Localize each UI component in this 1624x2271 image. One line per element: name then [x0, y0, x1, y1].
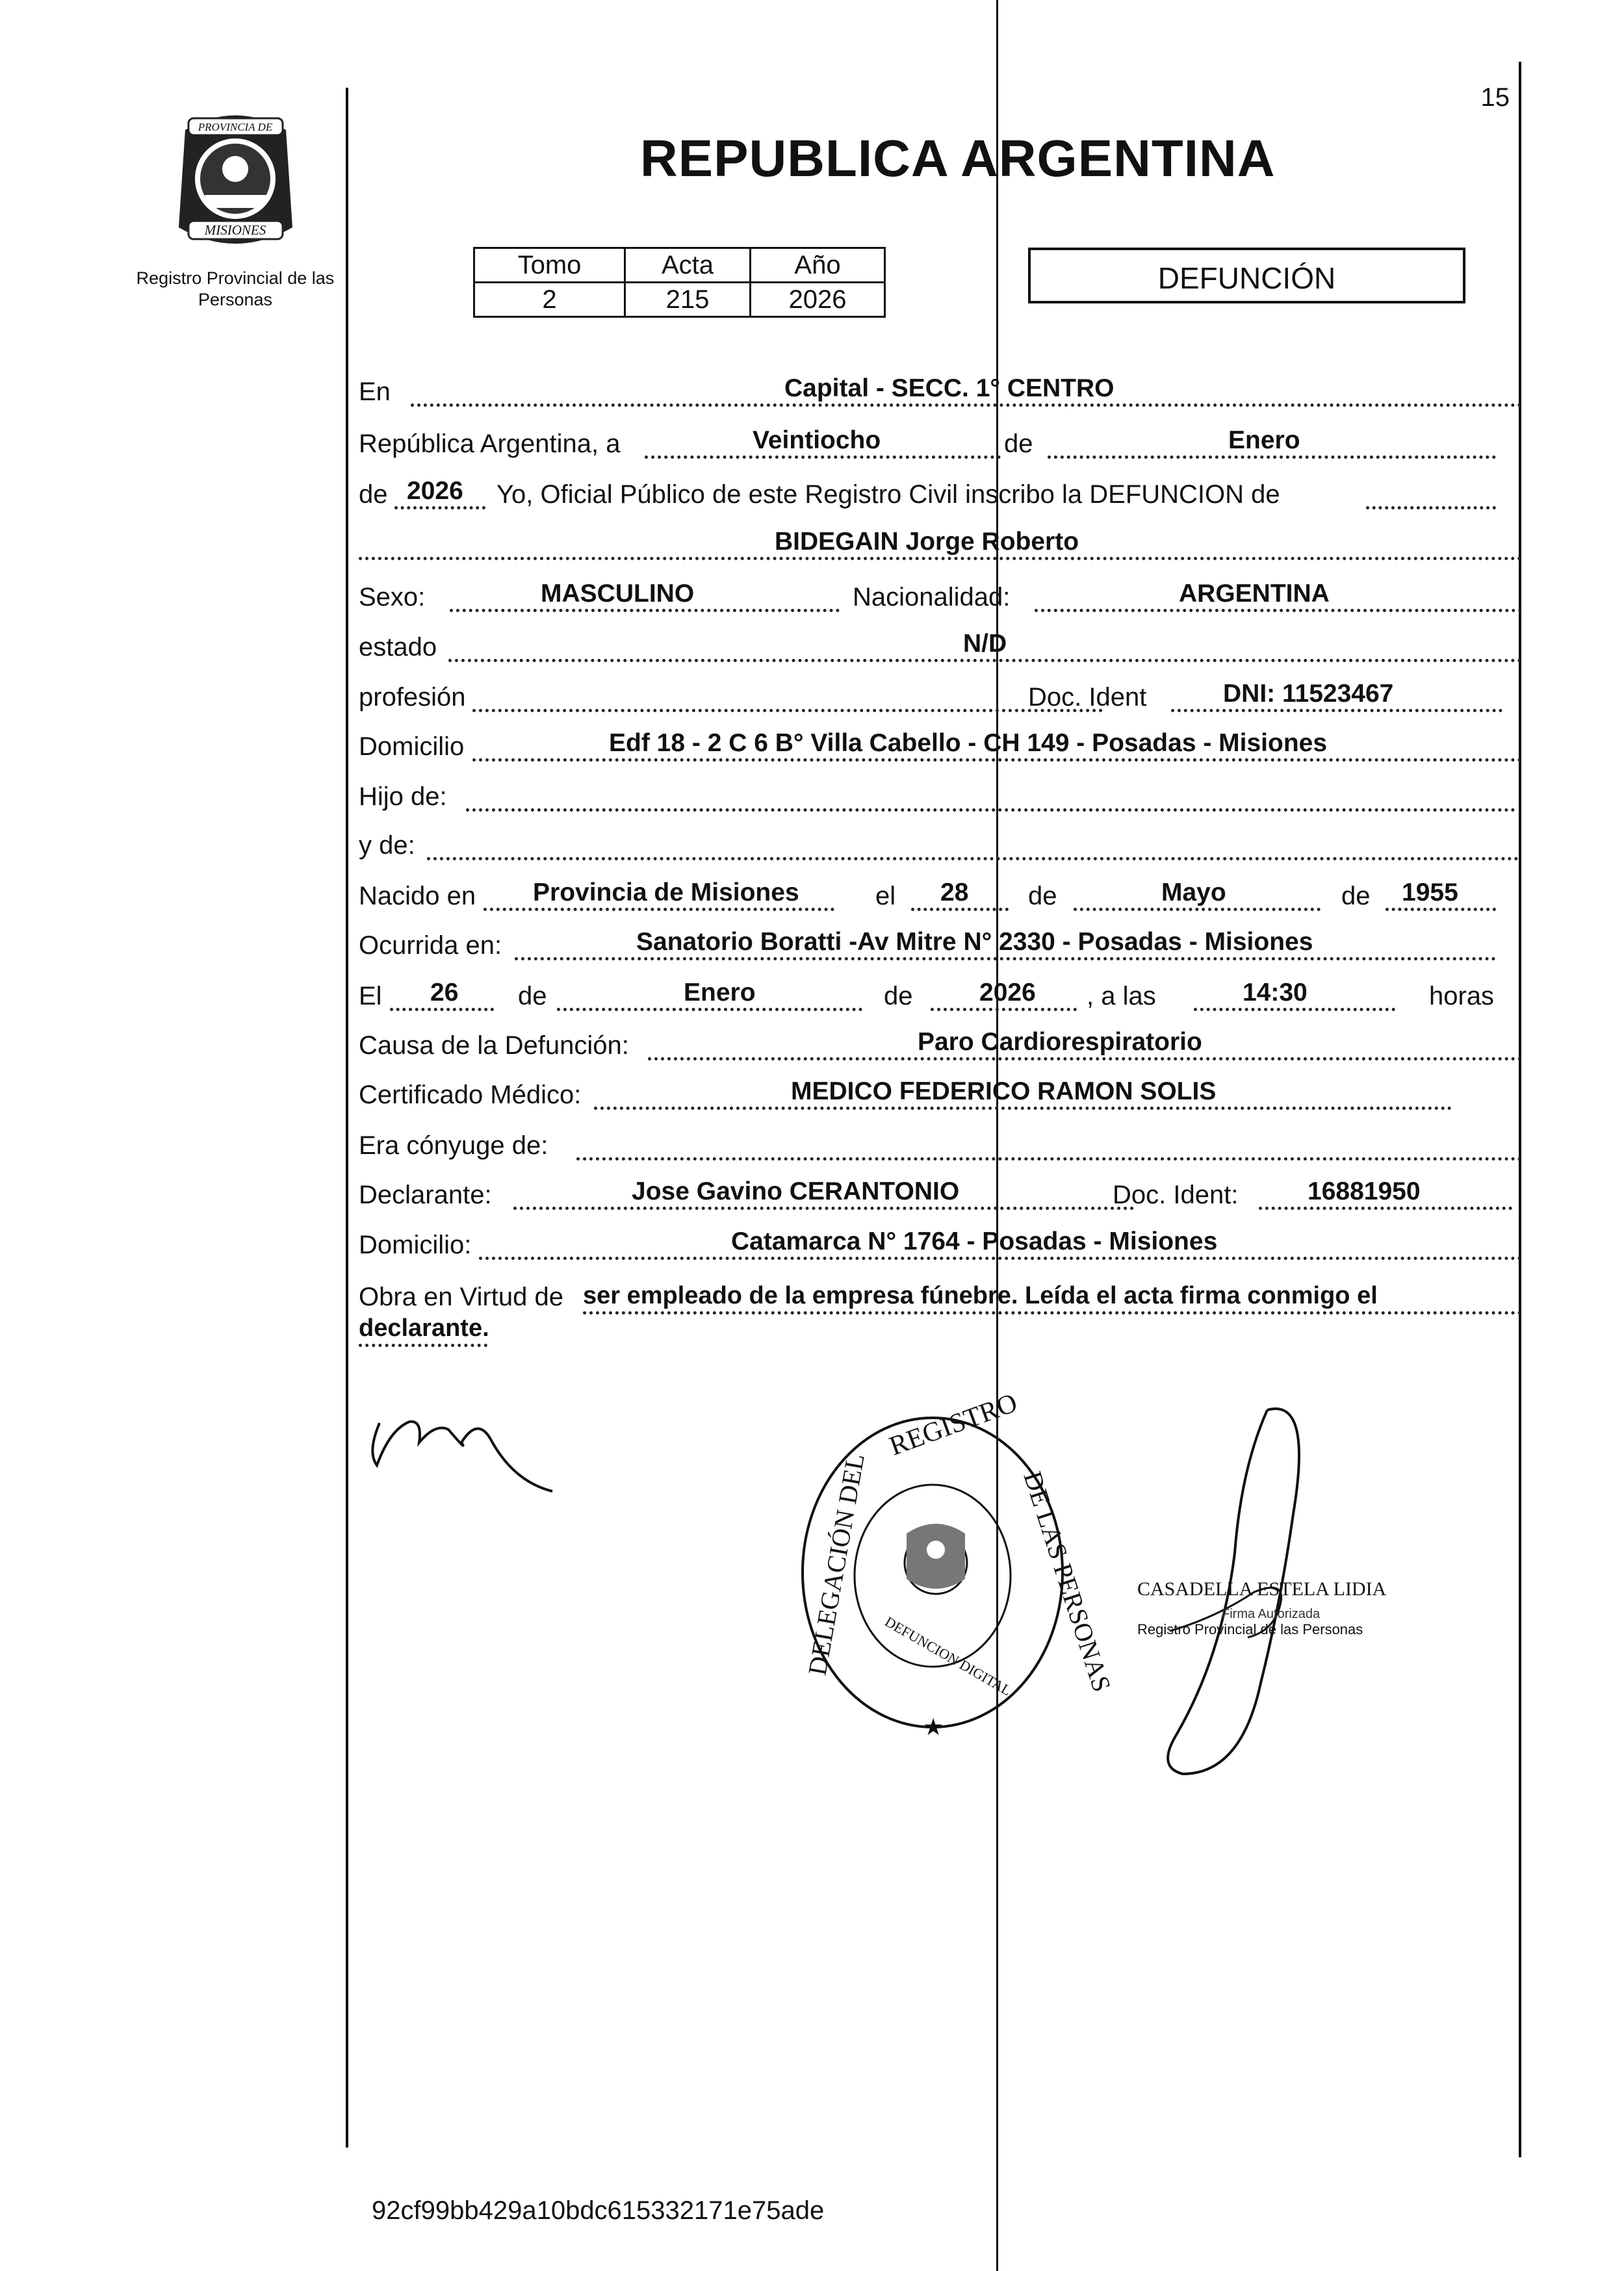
nacido-dia: 28 — [940, 879, 969, 906]
domicilio-value: Edf 18 - 2 C 6 B° Villa Cabello - CH 149 - Posadas - Misiones — [609, 729, 1328, 757]
logo-text-top: PROVINCIA DE — [198, 121, 273, 133]
obra-text-1: ser empleado de la empresa fúnebre. Leída el acta firma conmigo el — [583, 1282, 1378, 1309]
official-stamp — [790, 1387, 1117, 1758]
row-domicilio2 — [359, 1225, 1528, 1265]
row-domicilio — [359, 726, 1528, 767]
record-id-table — [473, 247, 886, 318]
obra-text-2: declarante. — [359, 1315, 489, 1342]
en-label: En — [359, 378, 391, 406]
row-certificado — [359, 1075, 1528, 1115]
logo-text-bottom: MISIONES — [204, 222, 266, 238]
row-conyuge — [359, 1125, 1528, 1166]
de-label-5: de — [518, 982, 547, 1010]
nacido-mes: Mayo — [1161, 879, 1226, 906]
fallec-anio: 2026 — [979, 979, 1036, 1007]
declarante-value: Jose Gavino CERANTONIO — [632, 1177, 960, 1205]
doc-label: Doc. Ident — [1028, 683, 1147, 712]
yde-label: y de: — [359, 831, 415, 860]
el2-label: El — [359, 982, 382, 1010]
row-fecha — [359, 424, 1528, 464]
estado-label: estado — [359, 633, 437, 661]
row-estado — [359, 627, 1528, 667]
country-title: REPUBLICA ARGENTINA — [640, 129, 1276, 187]
acta-value: 215 — [625, 283, 751, 317]
tomo-value: 2 — [474, 283, 625, 317]
row-obra-2 — [359, 1309, 619, 1350]
anio-value: 2026 — [751, 283, 885, 317]
deceased-name: BIDEGAIN Jorge Roberto — [775, 528, 1079, 556]
doc-value: DNI: 11523467 — [1223, 680, 1394, 708]
obra-label: Obra en Virtud de — [359, 1283, 564, 1311]
year: 2026 — [407, 477, 463, 505]
conyuge-label: Era cónyuge de: — [359, 1131, 548, 1160]
hora: 14:30 — [1243, 979, 1308, 1007]
row-hijo — [359, 776, 1528, 817]
tomo-header: Tomo — [474, 248, 625, 283]
registry-name: Registro Provincial de las Personas — [136, 268, 335, 309]
certificado-label: Certificado Médico: — [359, 1081, 582, 1109]
left-margin-rule — [346, 88, 348, 2148]
horas-label: horas — [1429, 982, 1495, 1010]
domicilio-label: Domicilio — [359, 732, 465, 761]
causa-label: Causa de la Defunción: — [359, 1031, 629, 1060]
nacido-anio: 1955 — [1402, 879, 1458, 906]
row-causa — [359, 1025, 1528, 1066]
el-label: el — [875, 882, 896, 910]
domicilio2-label: Domicilio: — [359, 1231, 472, 1259]
republica-label: República Argentina, a — [359, 430, 621, 458]
de-label-1: de — [1004, 430, 1033, 458]
acta-header: Acta — [625, 248, 751, 283]
sexo-value: MASCULINO — [541, 580, 695, 608]
certificado-value: MEDICO FEDERICO RAMON SOLIS — [791, 1077, 1217, 1105]
stamp-inner-text: DEFUNCION DIGITAL — [882, 1613, 1014, 1699]
row-nacido — [359, 876, 1528, 916]
provincia-de-misiones-seal-icon — [166, 104, 305, 253]
document-hash: 92cf99bb429a10bdc615332171e75ade — [372, 2196, 825, 2225]
official-role: Firma Autorizada — [1222, 1607, 1321, 1621]
stamp-ring-left: DELEGACIÓN DEL — [802, 1451, 870, 1678]
ocurrida-value: Sanatorio Boratti -Av Mitre N° 2330 - Posadas - Misiones — [636, 928, 1313, 956]
nacionalidad-label: Nacionalidad: — [853, 583, 1011, 611]
row-profesion — [359, 677, 1528, 717]
page-number: 15 — [1480, 83, 1510, 112]
de-label-3: de — [1028, 882, 1057, 910]
ocurrida-label: Ocurrida en: — [359, 931, 502, 960]
fallec-mes: Enero — [684, 979, 756, 1007]
row-ocurrida — [359, 925, 1528, 966]
nacionalidad-value: ARGENTINA — [1179, 580, 1330, 608]
en-value: Capital - SECC. 1° CENTRO — [784, 374, 1115, 402]
sexo-label: Sexo: — [359, 583, 426, 611]
row-declarante — [359, 1175, 1528, 1215]
row-en — [359, 372, 1528, 412]
row-yde — [359, 825, 1528, 866]
declarante-label: Declarante: — [359, 1181, 492, 1209]
nacido-lugar: Provincia de Misiones — [533, 879, 799, 906]
official-name: CASADELLA ESTELA LIDIA — [1137, 1578, 1387, 1600]
doc2-label: Doc. Ident: — [1113, 1181, 1239, 1209]
official-org: Registro Provincial de las Personas — [1137, 1621, 1363, 1637]
official-signature — [1118, 1384, 1456, 1803]
fallec-dia: 26 — [430, 979, 459, 1007]
row-nombre — [359, 525, 1528, 565]
profesion-label: profesión — [359, 683, 466, 712]
de-label-4: de — [1341, 882, 1371, 910]
row-inscribo — [359, 474, 1528, 515]
record-type-box: DEFUNCIÓN — [1028, 248, 1465, 303]
row-fallecimiento — [359, 976, 1528, 1016]
causa-value: Paro Cardiorespiratorio — [918, 1028, 1202, 1056]
de-label-2: de — [359, 480, 388, 509]
anio-header: Año — [751, 248, 885, 283]
declarant-signature — [364, 1391, 565, 1511]
doc2-value: 16881950 — [1308, 1177, 1421, 1205]
stamp-star: ★ — [923, 1713, 944, 1740]
stamp-ring-right: DE LAS PERSONAS — [1018, 1467, 1117, 1695]
domicilio2-value: Catamarca N° 1764 - Posadas - Misiones — [731, 1227, 1218, 1255]
hijo-label: Hijo de: — [359, 782, 447, 811]
month: Enero — [1228, 426, 1300, 454]
alas-label: , a las — [1087, 982, 1156, 1010]
nacido-label: Nacido en — [359, 882, 476, 910]
day-word: Veintiocho — [753, 426, 881, 454]
stamp-ring-top: REGISTRO — [885, 1387, 1022, 1462]
row-sexo — [359, 577, 1528, 617]
inscribo-text: Yo, Oficial Público de este Registro Civil inscribo la DEFUNCION de — [496, 480, 1280, 509]
de-label-6: de — [884, 982, 913, 1010]
estado-value: N/D — [963, 630, 1007, 658]
